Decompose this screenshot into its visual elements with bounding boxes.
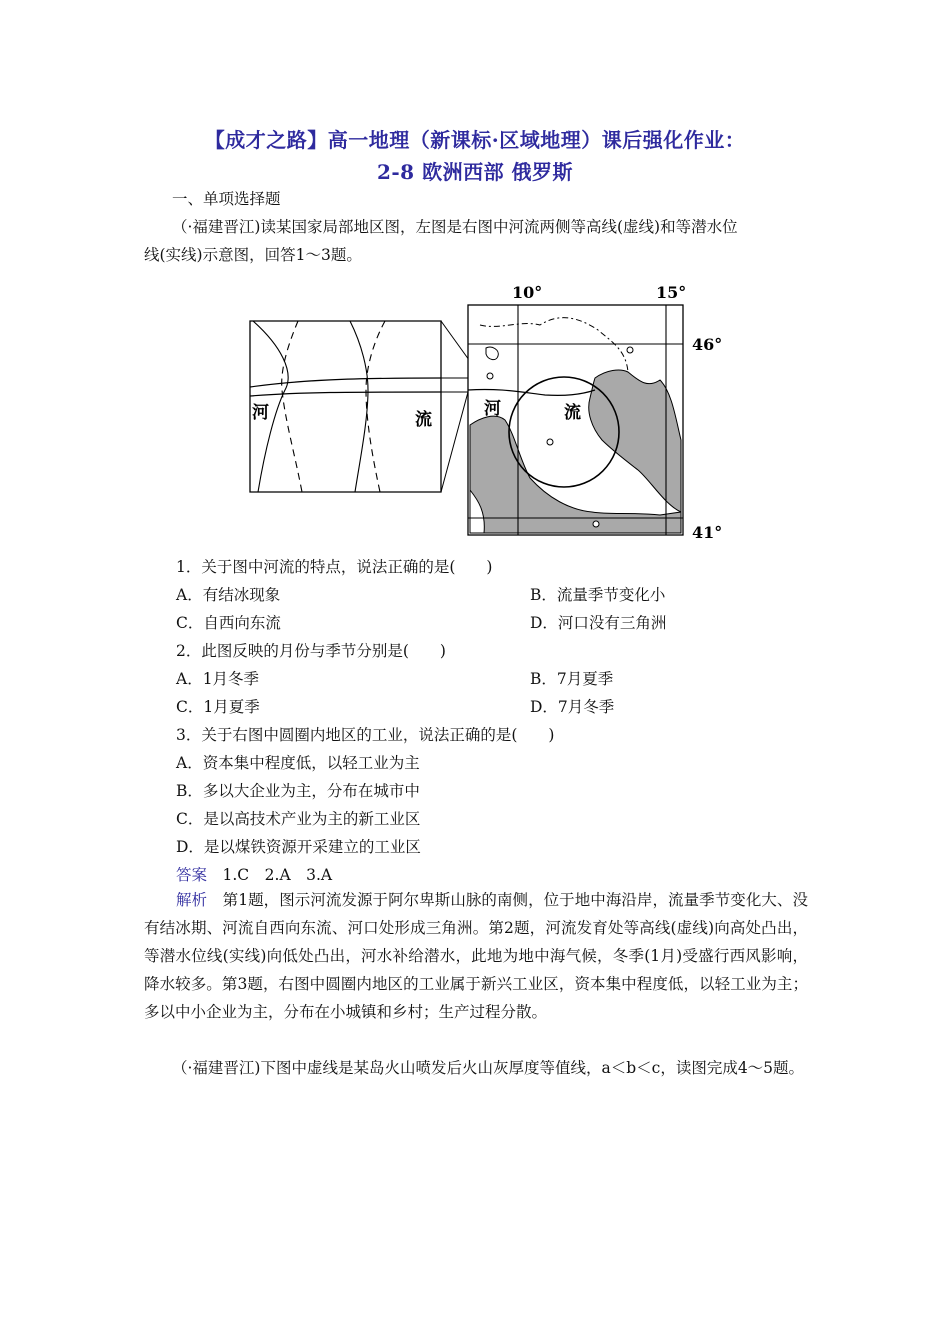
intro2-paragraph: （·福建晋江)下图中虚线是某岛火山喷发后火山灰厚度等值线，a＜b＜c，读图完成4～5题。 [172, 1059, 805, 1077]
left-river-label-2: 流 [415, 410, 432, 430]
question-2-option-b: B．7月夏季 [530, 670, 614, 688]
river-map-figure [0, 0, 950, 560]
analysis-label: 解析 [176, 891, 208, 909]
question-2-option-d: D．7月冬季 [530, 698, 615, 716]
analysis-paragraph [144, 886, 808, 1026]
question-3-option-c: C．是以高技术产业为主的新工业区 [176, 810, 421, 828]
city-dot [627, 347, 633, 353]
question-3-stem: 3．关于右图中圆圈内地区的工业，说法正确的是( ) [176, 726, 555, 744]
question-2-option-a: A．1月冬季 [176, 670, 260, 688]
document-title-line1: 【成才之路】高一地理（新课标·区域地理）课后强化作业： [204, 128, 746, 152]
longitude-label-10: 10° [512, 283, 543, 302]
question-3-option-d: D．是以煤铁资源开采建立的工业区 [176, 838, 421, 856]
section-heading: 一、单项选择题 [172, 190, 281, 208]
question-3-option-a: A．资本集中程度低，以轻工业为主 [176, 754, 420, 772]
question-1-option-a: A．有结冰现象 [176, 586, 281, 604]
analysis-text: 第1题，图示河流发源于阿尔卑斯山脉的南侧，位于地中海沿岸，流量季节变化大、没有结冰期、河流自西向东流、河口处形成三角洲。第2题，河流发育处等高线(虚线)向高处凸出，等潜水位线(实线)向低处凸出，河水补给潜水，此地为地中海气候，冬季(1月)受盛行西风影响，降水较多。第3题，右图中圆圈内地区的工业属于新兴工业区，资本集中程度低，以轻工业为主；多以中小企业为主，分布在小城镇和乡村；生产过程分散。 [144, 891, 808, 1021]
answer-text: 1.C 2.A 3.A [207, 866, 333, 884]
document-title-line2: 2-8 欧洲西部 俄罗斯 [376, 160, 574, 184]
right-river-label-1: 河 [484, 399, 501, 419]
question-2-option-c: C．1月夏季 [176, 698, 260, 716]
left-river-label-1: 河 [252, 403, 269, 423]
right-river-label-2: 流 [564, 403, 581, 423]
question-1-option-d: D．河口没有三角洲 [530, 614, 667, 632]
question-1-option-c: C．自西向东流 [176, 614, 281, 632]
latitude-label-46: 46° [692, 335, 723, 354]
left-contour-diagram [250, 321, 482, 492]
intro-text-line2: 线(实线)示意图，回答1～3题。 [144, 246, 362, 264]
latitude-label-41: 41° [692, 523, 723, 542]
city-dot [487, 373, 493, 379]
city-dot [593, 521, 599, 527]
question-3-option-b: B．多以大企业为主，分布在城市中 [176, 782, 420, 800]
answer-line [176, 864, 332, 886]
intro-text-line1: （·福建晋江)读某国家局部地区图，左图是右图中河流两侧等高线(虚线)和等潜水位 [172, 218, 738, 236]
question-1-stem: 1．关于图中河流的特点，说法正确的是( ) [176, 558, 493, 576]
question-1-option-b: B．流量季节变化小 [530, 586, 666, 604]
answer-label: 答案 [176, 866, 208, 884]
question-2-stem: 2．此图反映的月份与季节分别是( ) [176, 642, 446, 660]
longitude-label-15: 15° [656, 283, 687, 302]
city-dot [547, 439, 553, 445]
